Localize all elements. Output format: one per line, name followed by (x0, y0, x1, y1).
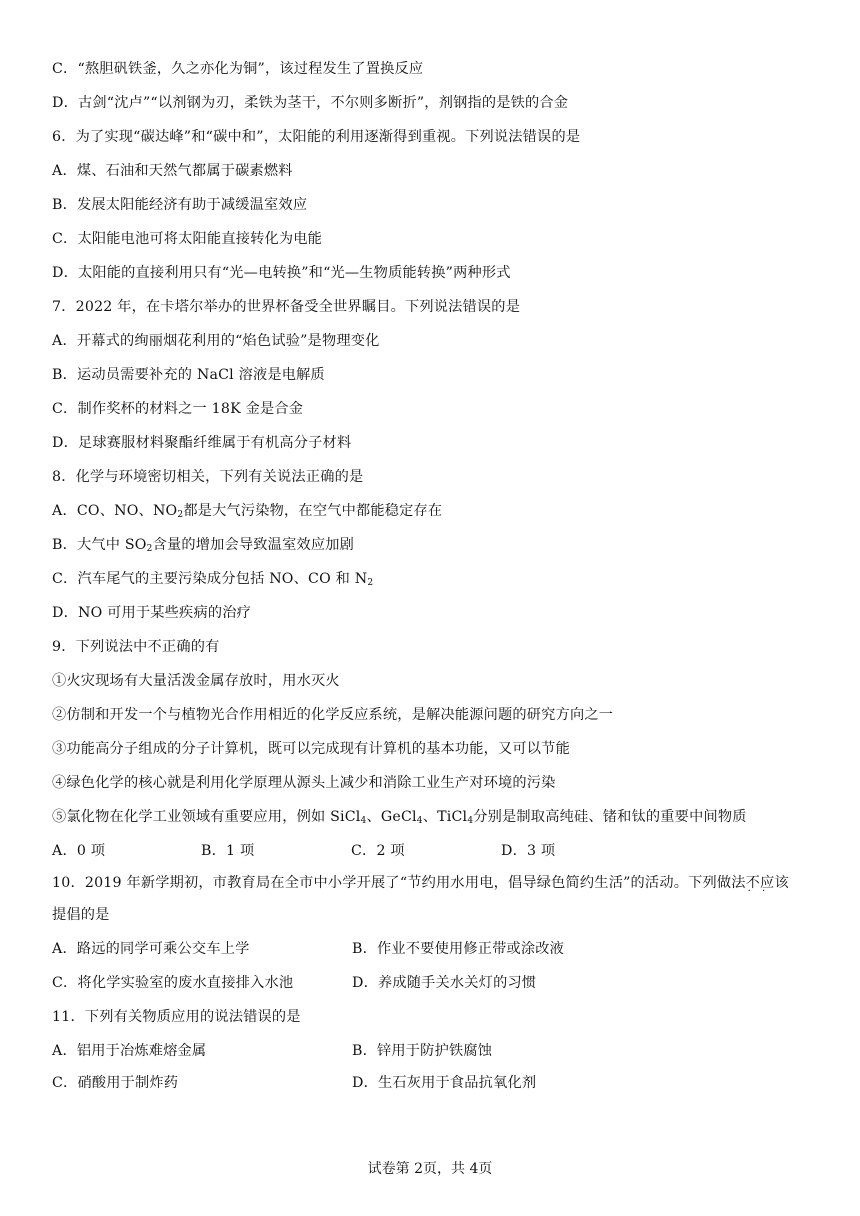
q9-s5-text: 、GeCl (366, 809, 417, 825)
q11-options-row-1 (52, 1040, 812, 1062)
q6-stem: 6．为了实现“碳达峰”和“碳中和”，太阳能的利用逐渐得到重视。下列说法错误的是 (52, 129, 581, 145)
q10-option-b: B．作业不要使用修正带或涂改液 (352, 941, 565, 957)
q9-s5-text: 分别是制取高纯硅、锗和钛的重要中间物质 (473, 809, 747, 825)
q8-c-subscript: 2 (367, 578, 374, 588)
q9-option-a: A．0 项 (52, 843, 106, 859)
q8-a-text-rest: 都是大气污染物，在空气中都能稳定存在 (183, 503, 443, 519)
q9-s5-text: 、TiCl (422, 809, 468, 825)
q8-option-a (52, 500, 442, 522)
q7-option-b: B．运动员需要补充的 NaCl 溶液是电解质 (52, 367, 325, 383)
q8-a-text: A．CO、NO、NO (52, 503, 178, 519)
q10-emphasis-text: 不应 · · (746, 872, 775, 894)
q7-option-d: D．足球赛服材料聚酯纤维属于有机高分子材料 (52, 435, 352, 451)
q9-option-b: B．1 项 (201, 843, 255, 859)
q6-option-b: B．发展太阳能经济有助于减缓温室效应 (52, 197, 308, 213)
q9-statement-3: ③功能高分子组成的分子计算机，既可以完成现有计算机的基本功能，又可以节能 (52, 741, 570, 757)
q10-stem (52, 872, 789, 894)
q11-stem: 11．下列有关物质应用的说法错误的是 (52, 1009, 301, 1025)
q9-s5-subscript: 4 (467, 816, 474, 826)
q10-option-d: D．养成随手关水关灯的习惯 (352, 975, 537, 991)
q8-c-text: C．汽车尾气的主要污染成分包括 NO、CO 和 N (52, 571, 368, 587)
q8-option-b (52, 534, 354, 556)
q9-s5-subscript: 4 (416, 816, 423, 826)
q10-option-a: A．路远的同学可乘公交车上学 (52, 941, 250, 957)
q9-statement-2: ②仿制和开发一个与植物光合作用相近的化学反应系统，是解决能源问题的研究方向之一 (52, 707, 614, 723)
q11-option-a: A．铝用于冶炼难熔金属 (52, 1043, 207, 1059)
q10-options-row-2 (52, 972, 812, 994)
q9-s5-subscript: 4 (360, 816, 367, 826)
q10-stem-line-2: 提倡的是 (52, 907, 110, 923)
q10-stem-text: 10．2019 年新学期初，市教育局在全市中小学开展了“节约用水用电，倡导绿色简约生活”的活动。下列做法 (52, 875, 746, 891)
q8-option-d: D．NO 可用于某些疾病的治疗 (52, 605, 251, 621)
q9-option-d: D．3 项 (501, 843, 556, 859)
q11-option-d: D．生石灰用于食品抗氧化剂 (352, 1075, 537, 1091)
q8-b-subscript: 2 (146, 544, 153, 554)
q9-statement-1: ①火灾现场有大量活泼金属存放时，用水灭火 (52, 673, 340, 689)
q11-option-c: C．硝酸用于制炸药 (52, 1075, 179, 1091)
q7-stem: 7．2022 年，在卡塔尔举办的世界杯备受全世界瞩目。下列说法错误的是 (52, 299, 521, 315)
q8-stem: 8．化学与环境密切相关，下列有关说法正确的是 (52, 469, 364, 485)
q5-option-c: C．“熬胆矾铁釜，久之亦化为铜”，该过程发生了置换反应 (52, 61, 424, 77)
q9-stem: 9．下列说法中不正确的有 (52, 639, 220, 655)
q6-option-a: A．煤、石油和天然气都属于碳素燃料 (52, 163, 293, 179)
q9-statement-4: ④绿色化学的核心就是利用化学原理从源头上减少和消除工业生产对环境的污染 (52, 775, 556, 791)
q7-option-c: C．制作奖杯的材料之一 18K 金是合金 (52, 401, 304, 417)
q8-b-text: B．大气中 SO (52, 537, 147, 553)
q9-option-c: C．2 项 (351, 843, 405, 859)
q6-option-d: D．太阳能的直接利用只有“光—电转换”和“光—生物质能转换”两种形式 (52, 265, 511, 281)
q7-option-a: A．开幕式的绚丽烟花利用的“焰色试验”是物理变化 (52, 333, 380, 349)
q10-stem-text-rest: 该 (774, 875, 789, 891)
q8-b-text-rest: 含量的增加会导致温室效应加剧 (152, 537, 355, 553)
q6-option-c: C．太阳能电池可将太阳能直接转化为电能 (52, 231, 323, 247)
q9-statement-5 (52, 806, 747, 828)
q11-options-row-2 (52, 1072, 812, 1094)
q8-a-subscript: 2 (177, 510, 184, 520)
q10-options-row-1 (52, 938, 812, 960)
q8-option-c (52, 568, 373, 590)
q9-s5-text: ⑤氯化物在化学工业领域有重要应用，例如 SiCl (52, 809, 361, 825)
q9-options (52, 840, 812, 862)
q5-option-d: D．古剑“沈卢”“以剂钢为刃，柔铁为茎干，不尔则多断折”，剂钢指的是铁的合金 (52, 95, 569, 111)
q11-option-b: B．锌用于防护铁腐蚀 (352, 1043, 493, 1059)
q10-option-c: C．将化学实验室的废水直接排入水池 (52, 975, 294, 991)
page-footer: 试卷第 2页，共 4页 (367, 1161, 493, 1177)
